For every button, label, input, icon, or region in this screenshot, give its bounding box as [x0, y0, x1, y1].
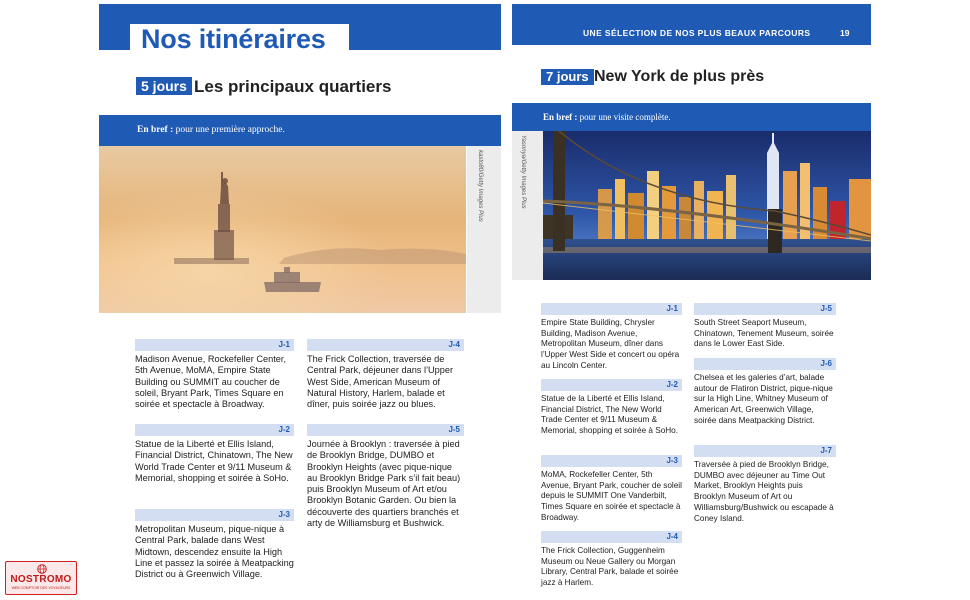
day-description: The Frick Collection, Guggenheim Museum ou Neue Gallery ou Morgan Library, Central Park, balade et soirée jazz à Harlem. [541, 546, 679, 588]
route-7-brief-text: pour une visite complète. [577, 112, 671, 122]
day-description: The Frick Collection, traversée de Central Park, déjeuner dans l’Upper West Side, American Museum of Natural History, Harlem, balade et dîner, puis soirée jazz ou blues. [307, 354, 454, 410]
day-label: J-6 [694, 358, 836, 370]
route-7-day-1 [541, 303, 682, 372]
route-7-days-badge: 7 jours [541, 69, 594, 85]
route-7-day-6 [694, 358, 836, 427]
day-description: MoMA, Rockefeller Center, 5th Avenue, Bryant Park, coucher de soleil depuis le SUMMIT One Vanderbilt, Times Square en soirée et spectacle à Broadway. [541, 470, 682, 522]
route-7-day-2 [541, 379, 682, 437]
day-description: Traversée à pied de Brooklyn Bridge, DUMBO avec déjeuner au Time Out Market, Brooklyn Heights puis Brooklyn Museum of Art ou Williamsburg/Bushwick ou escapade à Coney Island. [694, 460, 834, 523]
day-description: Statue de la Liberté et Ellis Island, Financial District, The New World Trade Center et 9/11 Museum & Memorial, shopping et soirée à SoHo. [541, 394, 678, 436]
day-label: J-4 [307, 339, 464, 351]
globe-icon [37, 564, 47, 574]
route-5-day-1 [135, 339, 294, 410]
day-label: J-2 [135, 424, 294, 436]
day-label: J-5 [694, 303, 836, 315]
route-7-day-4 [541, 531, 682, 589]
day-description: Statue de la Liberté et Ellis Island, Financial District, Chinatown, The New World Trade Center et 9/11 Museum & Memorial, shopping et soirée à SoHo. [135, 439, 293, 483]
photo-credit-strip-left [467, 146, 501, 313]
day-description: South Street Seaport Museum, Chinatown, Tenement Museum, soirée dans le Lower East Side. [694, 318, 834, 349]
day-description: Journée à Brooklyn : traversée à pied de Brooklyn Bridge, DUMBO et Brooklyn Heights (avec pique-nique au Brooklyn Bridge Park s’il fait beau) puis Brooklyn Museum of Art et/ou Brooklyn Botanic Garden. Ou bien la découverte des quartiers branchés et arty de Williamsburg et Bushwick. [307, 439, 461, 529]
photo-credit-left: kasto80/Getty Images Plus [477, 150, 483, 222]
day-description: Chelsea et les galeries d’art, balade autour de Flatiron District, pique-nique sur la High Line, Whitney Museum of American Art, Greenwich Village, soirée dans Meatpacking District. [694, 373, 833, 425]
day-label: J-5 [307, 424, 464, 436]
route-5-days-badge: 5 jours [136, 77, 192, 95]
route-7-title: New York de plus près [594, 68, 765, 85]
route-5-title: Les principaux quartiers [194, 77, 392, 96]
nostromo-logo [5, 561, 77, 595]
day-label: J-4 [541, 531, 682, 543]
route-7-brief-bar [512, 103, 871, 131]
route-7-day-7 [694, 445, 836, 524]
page-number: 19 [840, 28, 850, 38]
day-label: J-3 [135, 509, 294, 521]
logo-tagline: WEB COMPTOIR DES VOYAGEURS [11, 586, 71, 590]
brooklyn-bridge-night-photo [543, 131, 871, 280]
statue-of-liberty-photo [99, 146, 466, 313]
route-5-brief-text: pour une première approche. [173, 125, 285, 135]
route-5-day-4 [307, 339, 464, 410]
logo-name: NOSTROMO [10, 574, 72, 585]
day-label: J-3 [541, 455, 682, 467]
route-7-day-3 [541, 455, 682, 524]
photo-credit-strip-right [512, 131, 543, 280]
day-description: Madison Avenue, Rockefeller Center, 5th Avenue, MoMA, Empire State Building ou SUMMIT au coucher de soleil, Bryant Park, Times Square en soirée et spectacle à Broadway. [135, 354, 286, 410]
day-label: J-2 [541, 379, 682, 391]
route-5-brief-bar [99, 115, 501, 146]
route-5-brief-label: En bref : [137, 125, 174, 135]
route-5-day-2 [135, 424, 294, 484]
day-label: J-1 [541, 303, 682, 315]
day-label: J-7 [694, 445, 836, 457]
route-7-day-5 [694, 303, 836, 350]
header-bar-right [512, 4, 871, 45]
day-description: Empire State Building, Chrysler Building, Madison Avenue, Metropolitan Museum, dîner dans l’Upper West Side et concert ou opéra au Lincoln Center. [541, 318, 680, 370]
day-label: J-1 [135, 339, 294, 351]
section-subtitle: UNE SÉLECTION DE NOS PLUS BEAUX PARCOURS [583, 28, 811, 38]
route-7-brief-label: En bref : [543, 112, 578, 122]
route-5-day-3 [135, 509, 294, 580]
page-title: Nos itinéraires [141, 24, 326, 54]
route-5-day-5 [307, 424, 464, 529]
day-description: Metropolitan Museum, pique-nique à Central Park, balade dans West Midtown, descendez ensuite la High Line et passez la soirée à Meatpacking District ou à Greenwich Village. [135, 524, 294, 580]
photo-credit-right: Yasonya/Getty Images Plus [520, 135, 526, 209]
